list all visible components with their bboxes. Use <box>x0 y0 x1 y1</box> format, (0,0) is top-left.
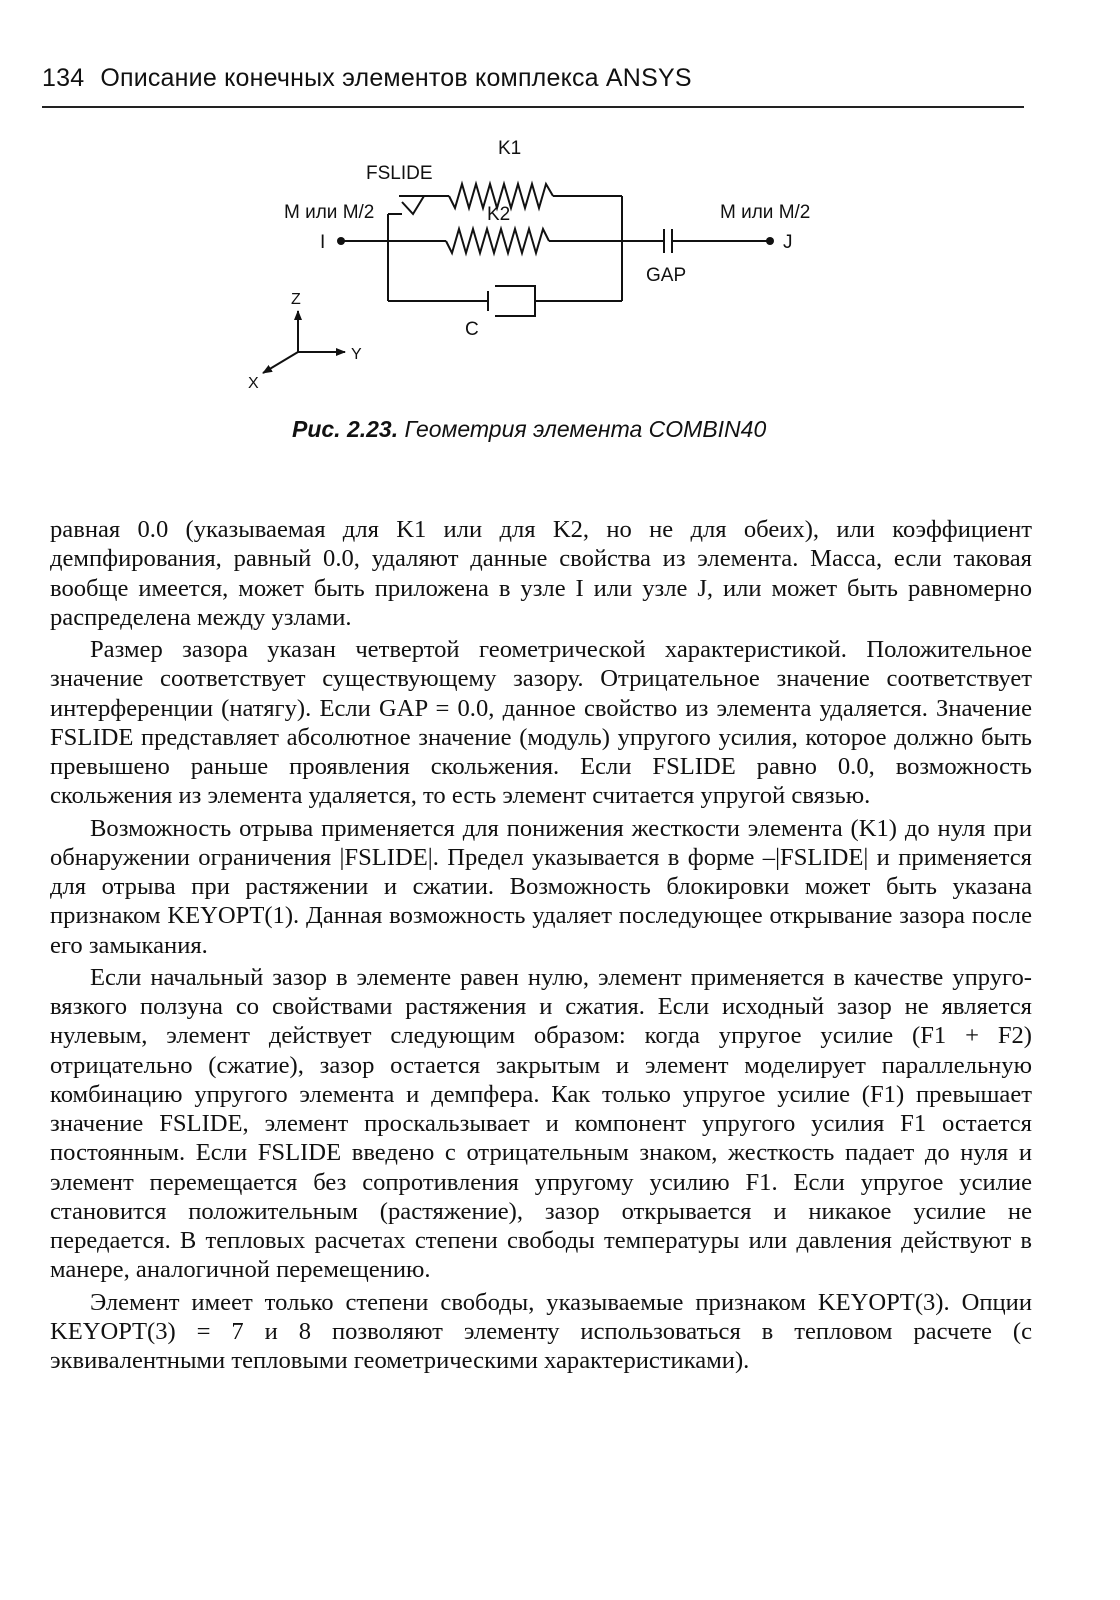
caption-number: Рис. 2.23. <box>292 416 399 442</box>
running-title: Описание конечных элементов комплекса ANSYS <box>100 64 692 92</box>
paragraph: Размер зазора указан четвертой геометрической характеристикой. Положительное значение соответствует существующему зазору. Отрицательное значение соответствует интерференции (натягу). Если GAP = 0.0, данное свойство из элемента удаляется. Значение FSLIDE представляет абсолютное значение (модуль) упругого усилия, которое должно быть превышено раньше проявления скольжения. Если FSLIDE равно 0.0, возможность скольжения из элемента удаляется, то есть элемент считается упругой связью. <box>50 636 1032 810</box>
label-k2: K2 <box>487 204 511 225</box>
spring-k2-icon <box>446 229 549 253</box>
label-axis-y: Y <box>351 346 362 363</box>
damper-cylinder-icon <box>495 286 535 316</box>
header-rule <box>42 106 1024 108</box>
body-text <box>50 515 1032 1375</box>
label-damper: C <box>465 319 479 340</box>
combin40-diagram <box>0 120 1120 420</box>
label-node-j: J <box>783 232 793 253</box>
label-node-i: I <box>320 232 326 253</box>
paragraph: Возможность отрыва применяется для понижения жесткости элемента (K1) до нуля при обнаружении ограничения |FSLIDE|. Предел указывается в форме –|FSLIDE| и применяется для отрыва при растяжении и сжатии. Возможность блокировки может быть указана признаком KEYOPT(1). Данная возможность удаляет последующее открывание зазора после его замыкания. <box>50 814 1032 959</box>
node-j-dot <box>766 237 774 245</box>
label-mass-right: M или M/2 <box>720 202 811 223</box>
page-number: 134 <box>42 64 85 92</box>
figure-combin40 <box>0 120 1120 420</box>
label-axis-z: Z <box>291 291 301 308</box>
paragraph: Элемент имеет только степени свободы, указываемые признаком KEYOPT(3). Опции KEYOPT(3) = 7 и 8 позволяют элементу использоваться в тепловом расчете (с эквивалентными тепловыми геометрическими характеристиками). <box>50 1288 1032 1374</box>
label-mass-left: M или M/2 <box>284 202 375 223</box>
paragraph: равная 0.0 (указываемая для K1 или для K2, но не для обеих), или коэффициент демпфирования, равный 0.0, удаляют данные свойства из элемента. Масса, если таковая вообще имеется, может быть приложена в узле I или узле J, или может быть равномерно распределена между узлами. <box>50 516 1032 631</box>
label-k1: K1 <box>498 138 522 159</box>
caption-text: Геометрия элемента COMBIN40 <box>404 416 767 442</box>
fslide-slider-icon <box>402 196 424 214</box>
figure-caption <box>292 416 992 443</box>
paragraph: Если начальный зазор в элементе равен нулю, элемент применяется в качестве упруго-вязкого ползуна со свойствами растяжения и сжатия. Если исходный зазор не является нулевым, элемент действует следующим образом: когда упругое усилие (F1 + F2) отрицательно (сжатие), зазор остается закрытым и элемент моделирует параллельную комбинацию упругого элемента и демпфера. Как только упругое усилие (F1) превышает значение FSLIDE, элемент проскальзывает и компонент упругого усилия F1 остается постоянным. Если FSLIDE введено с отрицательным знаком, жесткость падает до нуля и элемент перемещается без сопротивления упругому усилию F1. Если упругое усилие становится положительным (растяжение), зазор открывается и никакое усилие не передается. В тепловых расчетах степени свободы температуры или давления действуют в манере, аналогичной перемещению. <box>50 963 1032 1284</box>
label-fslide: FSLIDE <box>366 163 433 184</box>
label-axis-x: X <box>248 375 259 392</box>
axis-x-arrow-icon <box>263 352 298 373</box>
running-head <box>42 64 1022 93</box>
label-gap: GAP <box>646 265 687 286</box>
